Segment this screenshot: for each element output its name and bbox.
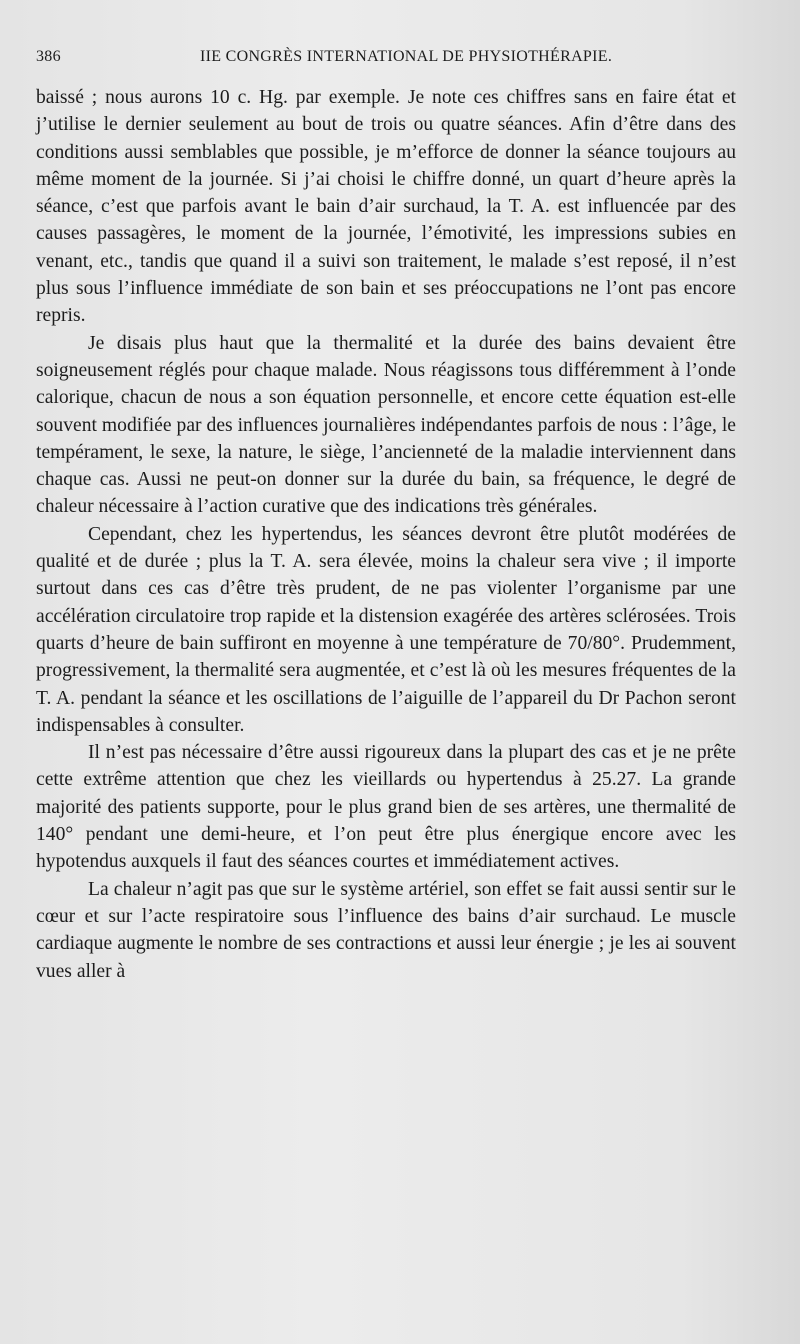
- paragraph-1: baissé ; nous aurons 10 c. Hg. par exemple. Je note ces chiffres sans en faire état et j’utilise le dernier seulement au bout de trois ou quatre séances. Afin d’être dans des conditions aussi semblables que possible, je m’efforce de donner la séance toujours au même moment de la journée. Si j’ai choisi le chiffre donné, un quart d’heure après la séance, c’est que parfois avant le bain d’air surchaud, la T. A. est influencée par des causes passagères, le moment de la journée, l’émotivité, les impressions subies en venant, etc., tandis que quand il a suivi son traitement, le malade s’est reposé, il n’est plus sous l’influence immédiate de son bain et ses préoccupations ne l’ont pas encore repris.: [36, 87, 736, 327]
- body-text: [36, 84, 736, 985]
- running-header: [36, 42, 752, 70]
- paragraph-2: Je disais plus haut que la thermalité et la durée des bains devaient être soigneusement réglés pour chaque malade. Nous réagissons tous différemment à l’onde calorique, chacun de nous a son équation personnelle, et encore cette équation est-elle souvent modifiée par des influences journalières indépendantes parfois de nous : l’âge, le tempérament, le sexe, la nature, le siège, l’ancienneté de la maladie interviennent dans chaque cas. Aussi ne peut-on donner sur la durée du bain, sa fréquence, le degré de chaleur nécessaire à l’action curative que des indications très générales.: [36, 332, 736, 518]
- running-title: IIE CONGRÈS INTERNATIONAL DE PHYSIOTHÉRAPIE.: [200, 48, 613, 65]
- paragraph-4: Il n’est pas nécessaire d’être aussi rigoureux dans la plupart des cas et je ne prête cette extrême attention que chez les vieillards ou hypertendus à 25.27. La grande majorité des patients supporte, pour le plus grand bien de ses artères, une thermalité de 140° pendant une demi-heure, et l’on peut être plus énergique encore avec les hypotendus auxquels il faut des séances courtes et immédiatement actives.: [36, 742, 736, 873]
- page-number: 386: [36, 48, 61, 65]
- paragraph-5: La chaleur n’agit pas que sur le système artériel, son effet se fait aussi sentir sur le cœur et sur l’acte respiratoire sous l’influence des bains d’air surchaud. Le muscle cardiaque augmente le nombre de ses contractions et aussi leur énergie ; je les ai souvent vues aller à: [36, 878, 736, 982]
- paragraph-3: Cependant, chez les hypertendus, les séances devront être plutôt modérées de qualité et de durée ; plus la T. A. sera élevée, moins la chaleur sera vive ; il importe surtout dans ces cas d’être très prudent, de ne pas violenter l’organisme par une accélération circulatoire trop rapide et la distension exagérée des artères sclérosées. Trois quarts d’heure de bain suffiront en moyenne à une température de 70/80°. Prudemment, progressivement, la thermalité sera augmentée, et c’est là où les mesures fréquentes de la T. A. pendant la séance et les oscillations de l’aiguille de l’appareil du Dr Pachon seront indispensables à consulter.: [36, 523, 736, 736]
